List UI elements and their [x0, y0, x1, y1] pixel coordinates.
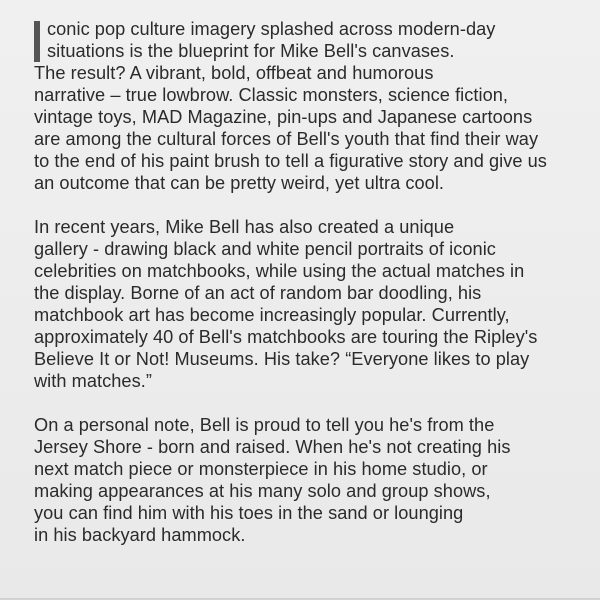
- text-line: next match piece or monsterpiece in his home studio, or: [34, 459, 488, 479]
- paragraph-gap: [34, 194, 574, 216]
- text-line: In recent years, Mike Bell has also created a unique: [34, 217, 455, 237]
- text-line: with matches.”: [34, 371, 152, 391]
- text-line: Believe It or Not! Museums. His take? “Everyone likes to play: [34, 349, 530, 369]
- text-line: approximately 40 of Bell's matchbooks are touring the Ripley's: [34, 327, 538, 347]
- text-line: vintage toys, MAD Magazine, pin-ups and Japanese cartoons: [34, 107, 533, 127]
- text-line: in his backyard hammock.: [34, 525, 246, 545]
- article-body: [34, 18, 574, 546]
- paragraph-3: [34, 414, 574, 546]
- text-line: narrative – true lowbrow. Classic monsters, science fiction,: [34, 85, 509, 105]
- text-line: the display. Borne of an act of random bar doodling, his: [34, 283, 482, 303]
- text-line: an outcome that can be pretty weird, yet ultra cool.: [34, 173, 445, 193]
- text-line: are among the cultural forces of Bell's youth that find their way: [34, 129, 539, 149]
- text-line: situations is the blueprint for Mike Bell's canvases.: [47, 41, 455, 61]
- text-line: making appearances at his many solo and group shows,: [34, 481, 491, 501]
- page-bottom-border: [0, 598, 600, 599]
- text-line: matchbook art has become increasingly popular. Currently,: [34, 305, 510, 325]
- text-line: On a personal note, Bell is proud to tell you he's from the: [34, 415, 495, 435]
- text-line: to the end of his paint brush to tell a figurative story and give us: [34, 151, 547, 171]
- text-line: The result? A vibrant, bold, offbeat and humorous: [34, 63, 434, 83]
- dropcap-bar: [34, 21, 40, 62]
- text-line: celebrities on matchbooks, while using the actual matches in: [34, 261, 525, 281]
- paragraph-1: [34, 18, 574, 194]
- text-line: conic pop culture imagery splashed across modern-day: [47, 19, 496, 39]
- paragraph-gap: [34, 392, 574, 414]
- text-line: you can find him with his toes in the sand or lounging: [34, 503, 464, 523]
- dropcap-line: [34, 18, 574, 40]
- text-line: gallery - drawing black and white pencil portraits of iconic: [34, 239, 496, 259]
- text-line: Jersey Shore - born and raised. When he's not creating his: [34, 437, 511, 457]
- paragraph-2: [34, 216, 574, 392]
